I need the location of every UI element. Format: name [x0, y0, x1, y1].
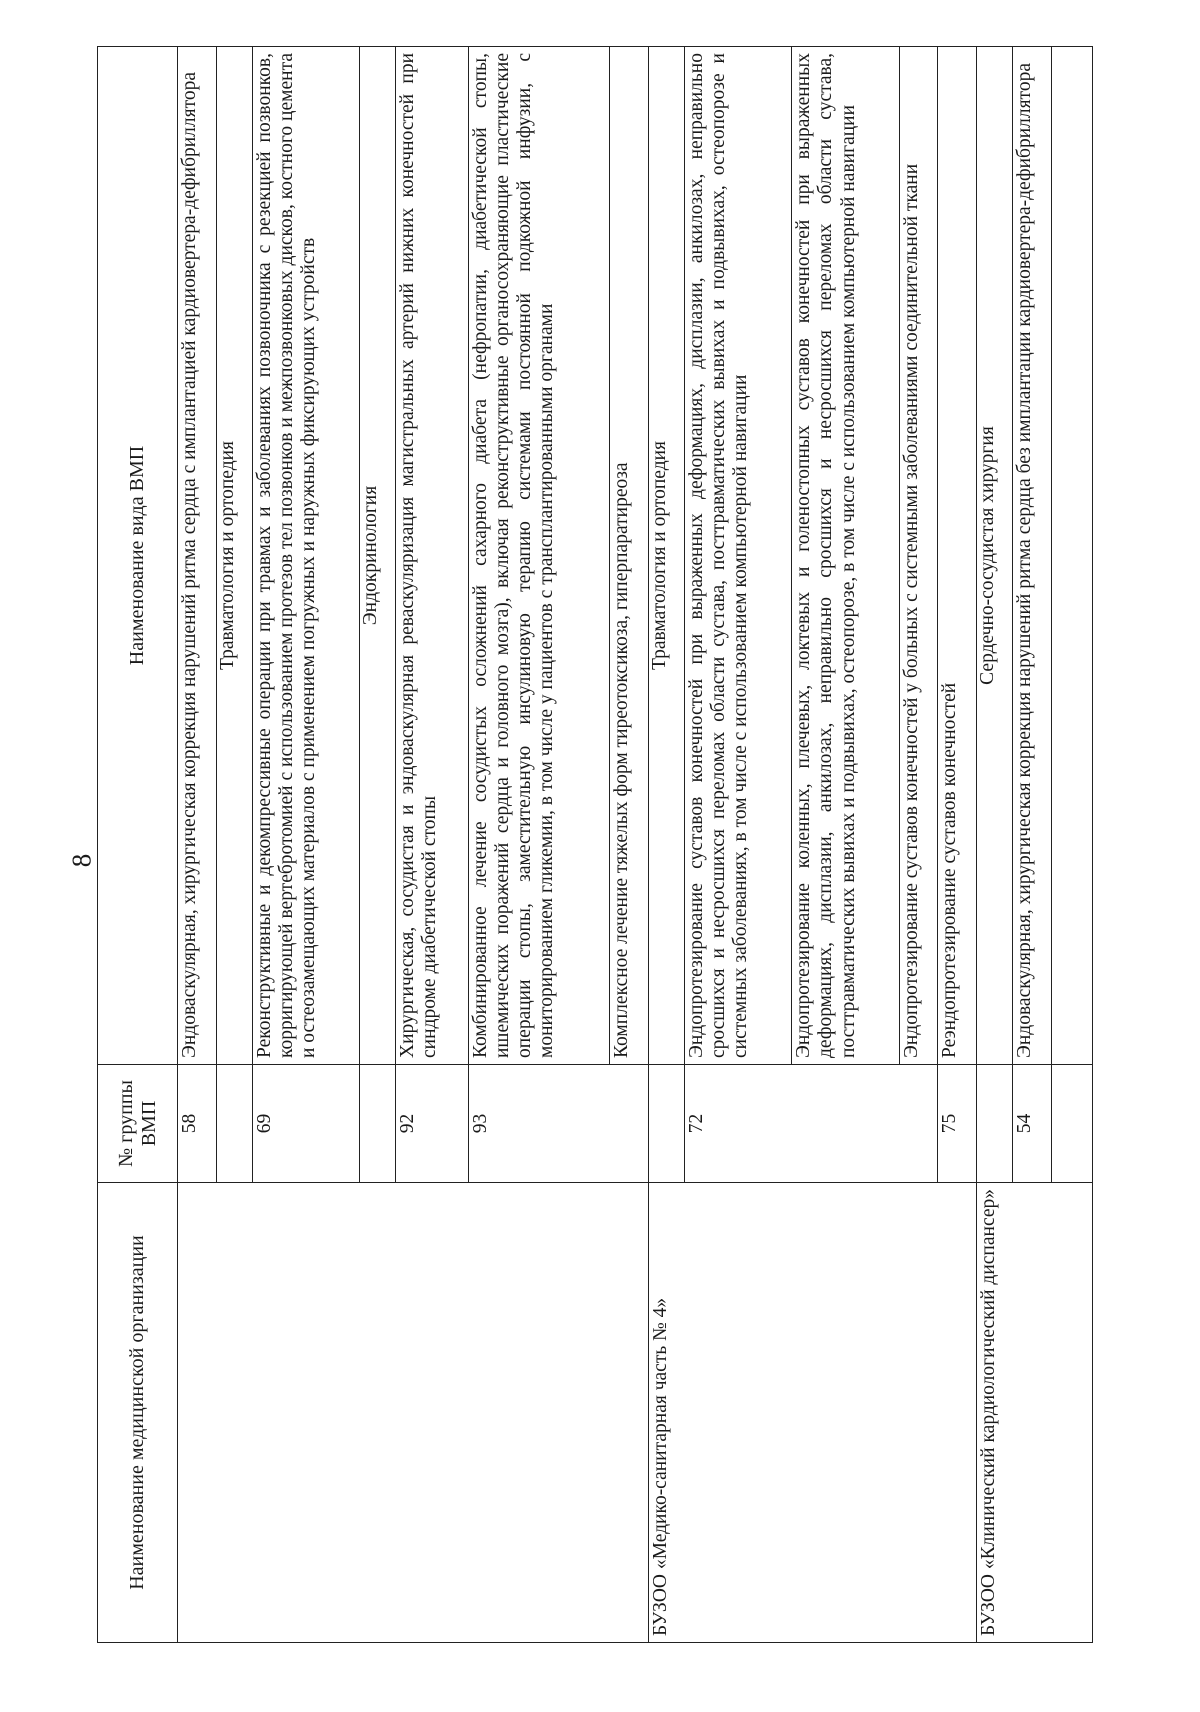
page-number: 8 [66, 853, 97, 868]
vmp-type-text: Эндоваскулярная, хирургическая коррекция нарушений ритма сердца без имплантации кардиовертера-дефибриллятора [1013, 47, 1052, 1065]
org-name: БУЗОО «Медико-санитарная часть № 4» [649, 1183, 977, 1643]
group-number-empty [359, 1065, 395, 1183]
group-number-empty [216, 1065, 252, 1183]
vmp-type-text: Комбинированное лечение сосудистых осложнений сахарного диабета (нефропатии, диабетической стопы, ишемических поражений сердца и головного мозга), включая реконструктивные органосохраняющие пластические операции стопы, заместительную инсулиновую терапию системами постоянной подкожной инфузии, с мониторированием гликемии, в том числе у пациентов с трансплантированными органами [468, 47, 610, 1065]
group-number: 92 [395, 1065, 468, 1183]
vmp-type-empty [1052, 47, 1093, 1065]
section-heading: Травматология и ортопедия [216, 47, 252, 1065]
header-group-number: № группы ВМП [98, 1065, 178, 1183]
header-organization: Наименование медицинской организации [98, 1183, 178, 1643]
vmp-type-text: Эндопротезирование суставов конечностей у больных с системными заболеваниями соединительной ткани [899, 47, 938, 1065]
group-number-empty [1052, 1065, 1093, 1183]
table-row [178, 47, 217, 1643]
vmp-type-text: Эндопротезирование суставов конечностей при выраженных деформациях, дисплазии, анкилозах, неправильно сросшихся и несросшихся переломах области сустава, посттравматических вывихах и подвывихах, остеопорозе и системных заболеваниях, в том числе с использованием компьютерной навигации [684, 47, 791, 1065]
group-number: 58 [178, 1065, 217, 1183]
vmp-type-text: Эндопротезирование коленных, плечевых, локтевых и голеностопных суставов конечностей при выраженных деформациях, дисплазии, анкилозах, неправильно сросшихся и несросшихся переломах области сустава, посттравматических вывихах и подвывихах, остеопорозе, в том числе с использованием компьютерной навигации [792, 47, 899, 1065]
vmp-table [97, 46, 1093, 1643]
rotated-page-content [97, 47, 1093, 1643]
vmp-type-text: Эндоваскулярная, хирургическая коррекция нарушений ритма сердца с имплантацией кардиовертера-дефибриллятора [178, 47, 217, 1065]
table-row [977, 47, 1013, 1643]
vmp-type-text: Реэндопротезирование суставов конечностей [938, 47, 977, 1065]
group-number-empty [977, 1065, 1013, 1183]
org-cell-continued [178, 1183, 649, 1643]
group-number: 72 [684, 1065, 937, 1183]
group-number: 69 [252, 1065, 359, 1183]
table-row [649, 47, 685, 1643]
section-heading: Эндокринология [359, 47, 395, 1065]
org-name: БУЗОО «Клинический кардиологический диспансер» [977, 1183, 1093, 1643]
table-header-row [98, 47, 178, 1643]
group-number: 75 [938, 1065, 977, 1183]
vmp-type-text: Хирургическая, сосудистая и эндоваскулярная реваскуляризация магистральных артерий нижних конечностей при синдроме диабетической стопы [395, 47, 468, 1065]
group-number-empty [649, 1065, 685, 1183]
section-heading: Травматология и ортопедия [649, 47, 685, 1065]
vmp-type-text: Комплексное лечение тяжелых форм тиреотоксикоза, гиперпаратиреоза [610, 47, 649, 1065]
header-type-name: Наименование вида ВМП [98, 47, 178, 1065]
group-number: 54 [1013, 1065, 1052, 1183]
section-heading: Сердечно-сосудистая хирургия [977, 47, 1013, 1065]
group-number: 93 [468, 1065, 648, 1183]
vmp-type-text: Реконструктивные и декомпрессивные операции при травмах и заболеваниях позвоночника с резекцией позвонков, корригирующей вертебротомией с использованием протезов тел позвонков и межпозвонковых дисков, костного цемента и остеозамещающих материалов с применением погружных и наружных фиксирующих устройств [252, 47, 359, 1065]
